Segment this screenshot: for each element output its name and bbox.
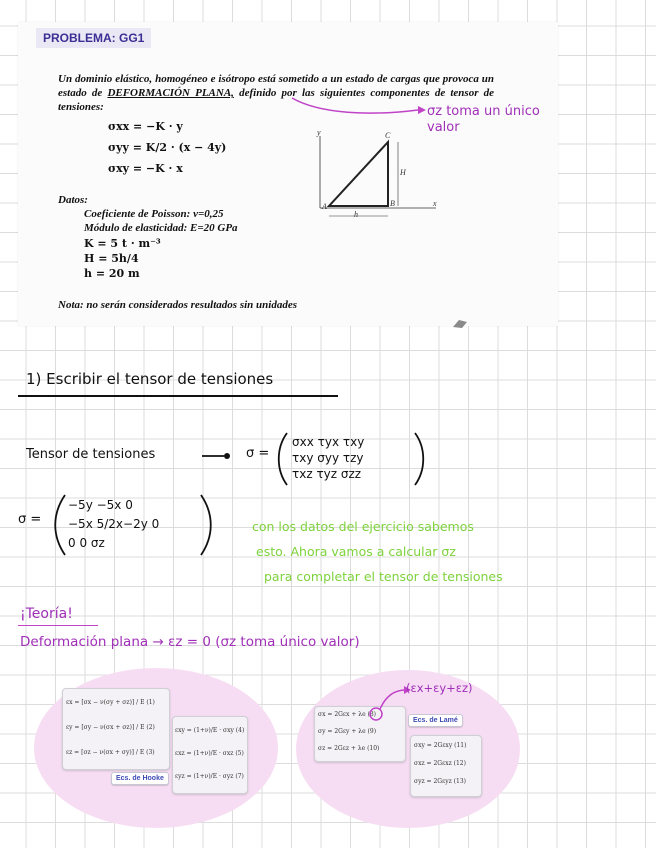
symbolic-row-1: σxx τyx τxy <box>292 435 365 449</box>
label-x: x <box>433 199 437 208</box>
lame-shear-2: σxz = 2Gεxz (12) <box>414 760 466 767</box>
nota: Nota: no serán considerados resultados sin unidades <box>58 299 297 311</box>
statement-emphasis: DEFORMACIÓN PLANA, <box>107 87 234 99</box>
triangle-diagram <box>310 126 446 226</box>
theory-underline <box>18 625 98 626</box>
dato-h-upper: H = 5h/4 <box>84 252 139 265</box>
left-paren-numeric-icon <box>50 492 68 558</box>
hooke-badge: Ecs. de Hooke <box>111 772 169 785</box>
hooke-shear-3: εyz = (1+ν)/E · σyz (7) <box>175 773 244 780</box>
symbolic-row-2: τxy σyy τzy <box>292 451 364 465</box>
dato-young: Módulo de elasticidad: E=20 GPa <box>84 222 238 234</box>
right-paren-numeric-icon <box>198 492 216 558</box>
label-b: B <box>390 199 395 208</box>
hooke-eq-3: εz = [σz − ν(σx + σy)] / E (3) <box>66 749 155 756</box>
eraser-icon <box>451 319 469 329</box>
theory-label: ¡Teoría! <box>20 606 73 622</box>
numeric-row-3: 0 0 σz <box>68 536 105 550</box>
lame-eq-2: σy = 2Gεy + λe (9) <box>318 728 377 735</box>
sigma-equals-numeric: σ = <box>18 512 42 527</box>
tensor-label: Tensor de tensiones <box>26 447 156 462</box>
lame-badge: Ecs. de Lamé <box>408 714 463 727</box>
statement-post: definido por las siguientes componentes de tensor de tensiones: <box>58 87 495 113</box>
green-note-line-2: esto. Ahora vamos a calcular σz <box>256 544 456 559</box>
numeric-row-1: −5y −5x 0 <box>68 498 133 512</box>
sigma-z-note: σz toma un único valor <box>427 104 540 135</box>
green-note-line-1: con los datos del ejercicio sabemos <box>252 519 474 534</box>
left-paren-icon <box>274 430 290 488</box>
section1-underline <box>18 395 338 397</box>
lame-eq-3: σz = 2Gεz + λe (10) <box>318 745 380 752</box>
symbolic-row-3: τxz τyz σzz <box>292 467 362 481</box>
dato-k: K = 5 t · m⁻³ <box>84 237 161 250</box>
equation-sigma-xy: σxy = −K · x <box>108 162 183 175</box>
theory-line: Deformación plana → εz = 0 (σz toma único valor) <box>20 634 360 650</box>
label-c: C <box>385 131 391 140</box>
equation-sigma-yy: σyy = K/2 · (x − 4y) <box>108 141 227 154</box>
lame-eq-1: σx = 2Gεx + λe (8) <box>318 711 377 718</box>
hooke-shear-2: εxz = (1+ν)/E · σxz (5) <box>175 750 244 757</box>
green-note <box>252 514 503 589</box>
arrow-to-note-icon <box>290 96 430 122</box>
dato-poisson: Coeficiente de Poisson: ν=0,25 <box>84 208 224 220</box>
lame-shear-3: σyz = 2Gεyz (13) <box>414 778 466 785</box>
datos-label: Datos: <box>58 194 88 206</box>
section1-title: 1) Escribir el tensor de tensiones <box>26 370 274 388</box>
green-note-line-3: para completar el tensor de tensiones <box>264 569 503 584</box>
hooke-shear-1: εxy = (1+ν)/E · σxy (4) <box>175 727 245 734</box>
label-h-lower: h <box>354 210 358 219</box>
label-y: y <box>317 128 321 137</box>
symbolic-tensor <box>292 434 364 482</box>
sigma-equals-label: σ = <box>246 446 270 461</box>
equation-sigma-xx: σxx = −K · y <box>108 120 183 133</box>
lame-shear-1: σxy = 2Gεxy (11) <box>414 742 467 749</box>
numeric-tensor <box>68 496 159 553</box>
problem-card <box>18 22 558 326</box>
problem-tag: PROBLEMA: GG1 <box>36 28 151 48</box>
statement-pre: Un dominio elástico, homogéneo e isótropo está sometido a un estado de cargas que provoca un estado de <box>58 73 494 99</box>
label-a: A <box>322 202 327 211</box>
hooke-eq-2: εy = [σy − ν(σx + σz)] / E (2) <box>66 724 155 731</box>
right-paren-icon <box>412 430 428 488</box>
triangle-abc <box>329 142 388 206</box>
numeric-row-2: −5x 5/2x−2y 0 <box>68 517 160 531</box>
arrow-right-icon <box>200 449 232 463</box>
dato-h-lower: h = 20 m <box>84 267 140 280</box>
label-h-upper: H <box>400 168 406 177</box>
hooke-eq-1: εx = [σx − ν(σy + σz)] / E (1) <box>66 699 155 706</box>
lame-note: (εx+εy+εz) <box>406 681 473 695</box>
